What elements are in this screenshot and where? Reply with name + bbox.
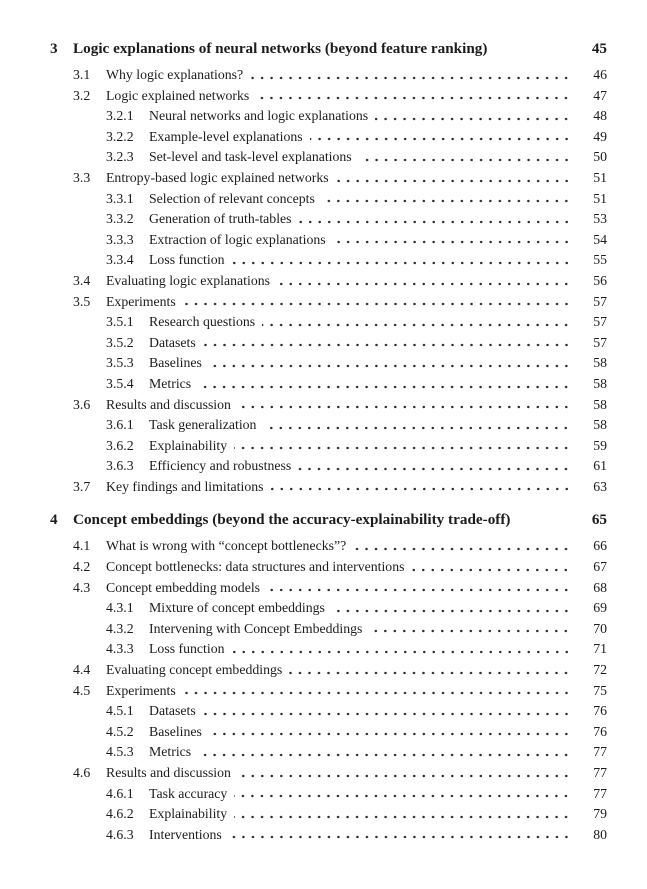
toc-entry-row[interactable] (50, 784, 607, 805)
entry-number: 4.1 (73, 538, 91, 554)
entry-number: 4.2 (73, 559, 91, 575)
entry-number: 3.6.2 (106, 437, 134, 453)
entry-number: 4.6.2 (106, 806, 134, 822)
toc-entry-row[interactable] (50, 557, 607, 578)
leader-dots (359, 147, 573, 168)
leader-dots (209, 722, 573, 743)
entry-page-number: 77 (593, 765, 607, 780)
entry-title: Evaluating logic explanations (106, 272, 270, 288)
toc-entry-row[interactable] (50, 701, 607, 722)
toc-entry-row[interactable] (50, 312, 607, 333)
entry-title: Neural networks and logic explanations (149, 108, 369, 124)
entry-number: 3.5 (73, 293, 91, 309)
toc-entry-row[interactable] (50, 763, 607, 784)
entry-title: Datasets (149, 334, 196, 350)
entry-page-number: 46 (593, 67, 607, 82)
entry-title: Metrics (149, 744, 192, 760)
entry-number: 3.4 (73, 272, 91, 288)
entry-page-number: 72 (593, 662, 607, 678)
entry-title: Experiments (106, 682, 176, 698)
leader-dots (238, 763, 573, 784)
leader-dots (256, 86, 573, 107)
entry-page-number: 71 (593, 641, 607, 657)
leader-dots (267, 578, 573, 599)
entry-page-number: 53 (593, 211, 607, 227)
leader-dots (232, 639, 574, 660)
entry-number: 4.6.3 (106, 826, 134, 842)
entry-title: Logic explained networks (106, 87, 250, 103)
chapter-number: 4 (50, 511, 58, 529)
entry-page-number: 67 (593, 559, 607, 575)
entry-number: 3.3.2 (106, 211, 134, 227)
table-of-contents (50, 38, 607, 845)
toc-entry-row[interactable] (50, 230, 607, 251)
toc-entry-row[interactable] (50, 660, 607, 681)
leader-dots (298, 456, 573, 477)
entry-title: Experiments (106, 293, 176, 309)
entry-page-number: 47 (593, 87, 607, 103)
entry-page-number: 48 (593, 108, 607, 124)
leader-dots (198, 742, 573, 763)
entry-page-number: 59 (593, 437, 607, 453)
leader-dots (299, 209, 573, 230)
entry-title: Explainability (149, 806, 228, 822)
toc-entry-row[interactable] (50, 619, 607, 640)
entry-page-number: 50 (593, 149, 607, 165)
leader-dots (183, 681, 573, 702)
entry-number: 3.2.2 (106, 128, 134, 144)
entry-title: Selection of relevant concepts (149, 190, 315, 206)
leader-dots (263, 415, 573, 436)
leader-dots (353, 536, 573, 557)
toc-entry-row[interactable] (50, 825, 607, 846)
entry-number: 4.3.1 (106, 600, 134, 616)
toc-entry-row[interactable] (50, 65, 607, 86)
toc-chapter-row[interactable] (50, 509, 607, 531)
leader-dots (369, 619, 573, 640)
entry-title: Why logic explanations? (106, 67, 244, 82)
entry-number: 3.1 (73, 67, 91, 82)
leader-dots (375, 106, 573, 127)
entry-title: Mixture of concept embeddings (149, 600, 325, 616)
entry-title: Key findings and limitations (106, 478, 264, 494)
entry-title: Extraction of logic explanations (149, 231, 326, 247)
toc-entry-row[interactable] (50, 168, 607, 189)
leader-dots (262, 312, 573, 333)
entry-page-number: 61 (593, 458, 607, 474)
leader-dots (271, 477, 574, 498)
entry-number: 4.3 (73, 579, 91, 595)
entry-number: 4.5.2 (106, 723, 134, 739)
toc-entry-row[interactable] (50, 536, 607, 557)
chapter-number: 3 (50, 40, 58, 57)
entry-page-number: 79 (593, 806, 607, 822)
entry-number: 3.2.3 (106, 149, 134, 165)
toc-entry-row[interactable] (50, 147, 607, 168)
leader-dots (203, 333, 573, 354)
entry-number: 3.3.4 (106, 252, 134, 268)
toc-entry-row[interactable] (50, 598, 607, 619)
toc-entry-row[interactable] (50, 436, 607, 457)
toc-entry-row[interactable] (50, 189, 607, 210)
entry-page-number: 70 (593, 620, 607, 636)
entry-number: 3.7 (73, 478, 91, 494)
leader-dots (411, 557, 573, 578)
leader-dots (238, 395, 573, 416)
entry-page-number: 57 (593, 293, 607, 309)
entry-title: Results and discussion (106, 765, 231, 780)
entry-number: 3.5.2 (106, 334, 134, 350)
entry-title: Interventions (149, 826, 222, 842)
entry-title: Task accuracy (149, 785, 228, 801)
leader-dots (183, 292, 573, 313)
toc-entry-row[interactable] (50, 456, 607, 477)
entry-title: Baselines (149, 355, 202, 371)
entry-number: 4.3.3 (106, 641, 134, 657)
entry-number: 3.2.1 (106, 108, 134, 124)
entry-number: 4.5 (73, 682, 91, 698)
entry-page-number: 54 (593, 231, 607, 247)
entry-page-number: 63 (593, 478, 607, 494)
entry-page-number: 58 (593, 396, 607, 412)
entry-page-number: 77 (593, 785, 607, 801)
leader-dots (333, 230, 573, 251)
entry-number: 4.5.1 (106, 703, 134, 719)
entry-number: 4.6.1 (106, 785, 134, 801)
entry-number: 3.3.3 (106, 231, 134, 247)
leader-dots (310, 127, 573, 148)
entry-title: Intervening with Concept Embeddings (149, 620, 363, 636)
entry-number: 3.6 (73, 396, 91, 412)
entry-page-number: 55 (593, 252, 607, 268)
leader-dots (234, 436, 573, 457)
leader-dots (322, 189, 573, 210)
toc-entry-row[interactable] (50, 250, 607, 271)
entry-title: Loss function (149, 641, 225, 657)
entry-page-number: 66 (593, 538, 607, 554)
entry-title: Entropy-based logic explained networks (106, 169, 329, 185)
entry-page-number: 76 (593, 723, 607, 739)
entry-title: Concept bottlenecks: data structures and interventions (106, 559, 405, 575)
entry-number: 4.3.2 (106, 620, 134, 636)
toc-entry-row[interactable] (50, 106, 607, 127)
toc-entry-row[interactable] (50, 333, 607, 354)
entry-title: Example-level explanations (149, 128, 303, 144)
leader-dots (336, 168, 573, 189)
leader-dots (250, 65, 573, 86)
entry-number: 4.5.3 (106, 744, 134, 760)
entry-page-number: 68 (593, 579, 607, 595)
entry-title: Evaluating concept embeddings (106, 662, 283, 678)
toc-entry-row[interactable] (50, 271, 607, 292)
leader-dots (229, 825, 573, 846)
entry-page-number: 69 (593, 600, 607, 616)
entry-title: Efficiency and robustness (149, 458, 292, 474)
toc-entry-row[interactable] (50, 415, 607, 436)
entry-page-number: 58 (593, 375, 607, 391)
entry-title: Generation of truth-tables (149, 211, 292, 227)
entry-page-number: 76 (593, 703, 607, 719)
entry-title: Set-level and task-level explanations (149, 149, 352, 165)
leader-dots (203, 701, 573, 722)
entry-number: 3.5.4 (106, 375, 134, 391)
entry-page-number: 56 (593, 272, 607, 288)
entry-page-number: 51 (593, 190, 607, 206)
chapter-title: Logic explanations of neural networks (beyond feature ranking) (73, 40, 488, 57)
toc-entry-row[interactable] (50, 86, 607, 107)
entry-title: Task generalization (149, 417, 257, 433)
entry-page-number: 75 (593, 682, 607, 698)
entry-title: Concept embedding models (106, 579, 261, 595)
leader-dots (198, 374, 573, 395)
toc-entry-row[interactable] (50, 395, 607, 416)
entry-number: 3.6.3 (106, 458, 134, 474)
leader-dots (332, 598, 573, 619)
entry-page-number: 80 (593, 826, 607, 842)
entry-page-number: 57 (593, 314, 607, 330)
entry-title: Research questions (149, 314, 256, 330)
leader-dots (234, 784, 573, 805)
leader-dots (277, 271, 573, 292)
leader-dots (234, 804, 573, 825)
entry-number: 4.4 (73, 662, 91, 678)
toc-entry-row[interactable] (50, 477, 607, 498)
entry-number: 4.6 (73, 765, 91, 780)
entry-page-number: 51 (593, 169, 607, 185)
toc-entry-row[interactable] (50, 639, 607, 660)
leader-dots (209, 353, 573, 374)
toc-entry-row[interactable] (50, 127, 607, 148)
toc-entry-row[interactable] (50, 804, 607, 825)
toc-entry-row[interactable] (50, 209, 607, 230)
entry-page-number: 49 (593, 128, 607, 144)
entry-title: What is wrong with “concept bottlenecks”? (106, 538, 347, 554)
leader-dots (232, 250, 574, 271)
entry-number: 3.3.1 (106, 190, 134, 206)
chapter-page-number: 45 (591, 40, 607, 57)
entry-title: Results and discussion (106, 396, 231, 412)
entry-title: Datasets (149, 703, 196, 719)
toc-entry-row[interactable] (50, 742, 607, 763)
entry-page-number: 77 (593, 744, 607, 760)
chapter-page-number: 65 (591, 511, 607, 529)
leader-dots (289, 660, 573, 681)
entry-title: Baselines (149, 723, 202, 739)
entry-page-number: 57 (593, 334, 607, 350)
toc-entry-row[interactable] (50, 292, 607, 313)
toc-chapter-row[interactable] (50, 38, 607, 60)
entry-page-number: 58 (593, 417, 607, 433)
toc-entry-row[interactable] (50, 681, 607, 702)
toc-entry-row[interactable] (50, 578, 607, 599)
chapter-title: Concept embeddings (beyond the accuracy-explainability trade-off) (73, 511, 511, 529)
entry-page-number: 58 (593, 355, 607, 371)
entry-title: Explainability (149, 437, 228, 453)
entry-number: 3.5.1 (106, 314, 134, 330)
toc-entry-row[interactable] (50, 374, 607, 395)
entry-number: 3.3 (73, 169, 91, 185)
entry-number: 3.5.3 (106, 355, 134, 371)
entry-title: Metrics (149, 375, 192, 391)
entry-title: Loss function (149, 252, 225, 268)
entry-number: 3.6.1 (106, 417, 134, 433)
entry-number: 3.2 (73, 87, 91, 103)
toc-entry-row[interactable] (50, 353, 607, 374)
toc-entry-row[interactable] (50, 722, 607, 743)
